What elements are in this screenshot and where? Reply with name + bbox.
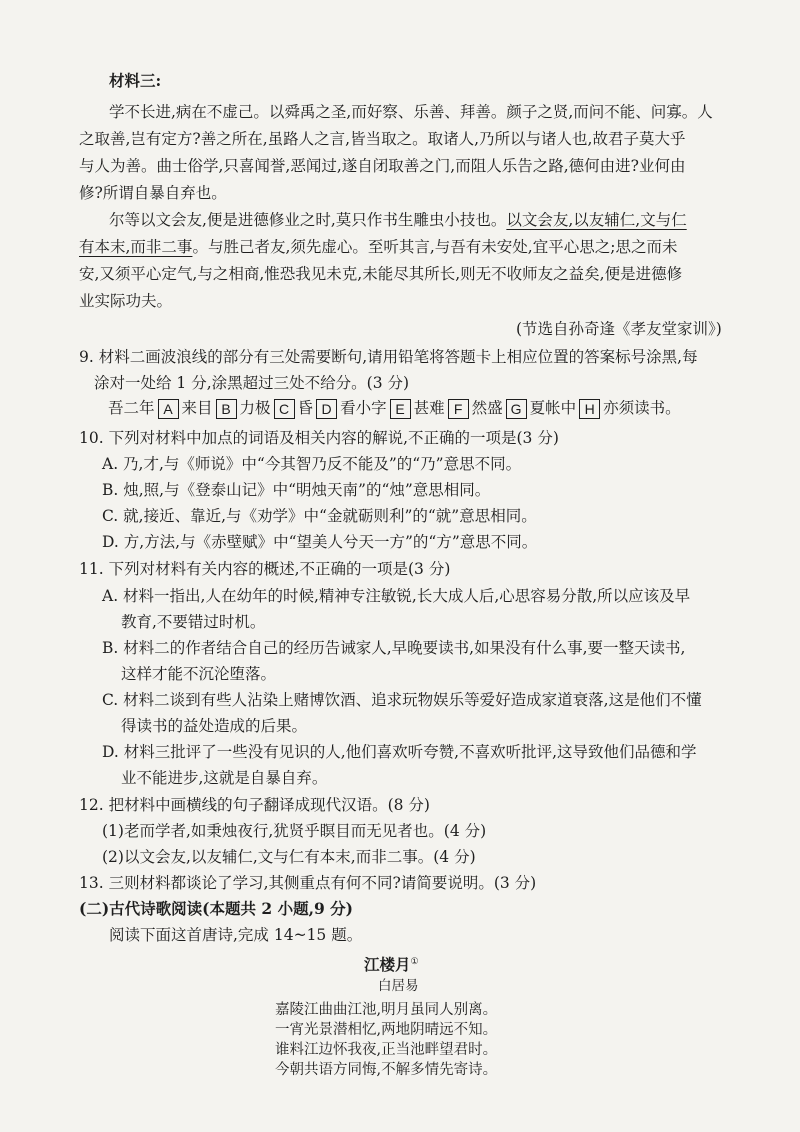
q11-option-a-line1: A. 材料一指出,人在幼年的时候,精神专注敏锐,长大成人后,心思容易分散,所以应该及早	[102, 587, 691, 605]
q12-sentence-2: (2)以文会友,以友辅仁,文与仁有本末,而非二事。(4 分)	[102, 848, 476, 866]
material3-p2-line3: 安,又须平心定气,与之相商,惟恐我见未克,未能尽其所长,则无不收师友之益矣,便是进德修	[79, 265, 683, 283]
underlined-sentence-part1: 以文会友,以友辅仁,文与仁	[506, 211, 687, 229]
q9-seg-7: 夏帐中	[529, 399, 577, 417]
q11-option-c-line1: C. 材料二谈到有些人沾染上赌博饮酒、追求玩物娱乐等爱好造成家道衰落,这是他们不懂	[102, 691, 702, 709]
poem-line-2: 一宵光景潜相忆,两地阴晴远不知。	[275, 1022, 498, 1038]
q9-stem-line2: 涂对一处给 1 分,涂黑超过三处不给分。(3 分)	[94, 374, 410, 392]
q12-stem: 12. 把材料中画横线的句子翻译成现代汉语。(8 分)	[79, 796, 430, 814]
poem-author: 白居易	[378, 978, 419, 994]
q10-option-d: D. 方,方法,与《赤壁赋》中“望美人兮天一方”的“方”意思不同。	[102, 533, 538, 551]
q9-box-G[interactable]: G	[506, 399, 527, 419]
underlined-sentence-part2: 有本末,而非二事	[79, 238, 193, 256]
poem-note-mark: ①	[410, 957, 419, 967]
poem-line-1: 嘉陵江曲曲江池,明月虽同人别离。	[275, 1002, 498, 1018]
material3-p2-line4: 业实际功夫。	[79, 292, 173, 310]
q9-box-A[interactable]: A	[158, 399, 179, 419]
q10-stem: 10. 下列对材料中加点的词语及相关内容的解说,不正确的一项是(3 分)	[79, 429, 559, 447]
q9-box-B[interactable]: B	[216, 399, 237, 419]
material3-source: (节选自孙奇逢《孝友堂家训》)	[516, 320, 722, 338]
material3-p2-line2-text: 。与胜己者友,须先虚心。至听其言,与吾有未安处,宜平心思之;思之而未	[192, 238, 678, 256]
q9-stem-line1: 9. 材料二画波浪线的部分有三处需要断句,请用铅笔将答题卡上相应位置的答案标号涂黑,每	[79, 348, 698, 366]
q9-seg-6: 然盛	[471, 399, 503, 417]
material3-p1-line3: 与人为善。曲士俗学,只喜闻誉,恶闻过,遂自闭取善之门,而阻人乐告之路,德何由进?业何由	[79, 157, 686, 175]
q9-seg-5: 甚难	[413, 399, 445, 417]
section2-intro: 阅读下面这首唐诗,完成 14~15 题。	[109, 926, 363, 944]
q9-box-E[interactable]: E	[390, 399, 411, 419]
material3-heading: 材料三:	[109, 71, 162, 90]
q11-option-b-line2: 这样才能不沉沦堕落。	[121, 665, 277, 683]
poem-line-3: 谁料江边怀我夜,正当池畔望君时。	[275, 1042, 498, 1058]
section2-heading: (二)古代诗歌阅读(本题共 2 小题,9 分)	[79, 899, 353, 918]
material3-p1-line2: 之取善,岂有定方?善之所在,虽路人之言,皆当取之。取诸人,乃所以与诸人也,故君子莫大乎	[79, 130, 686, 148]
q11-option-a-line2: 教育,不要错过时机。	[121, 613, 266, 631]
q11-option-d-line1: D. 材料三批评了一些没有见识的人,他们喜欢听夸赞,不喜欢听批评,这导致他们品德和学	[102, 743, 697, 761]
q11-option-c-line2: 得读书的益处造成的后果。	[121, 717, 308, 735]
q10-option-c: C. 就,接近、靠近,与《劝学》中“金就砺则利”的“就”意思相同。	[102, 507, 537, 525]
q9-seg-1: 来目	[181, 399, 213, 417]
material3-p1-line4: 修?所谓自暴自弃也。	[79, 184, 227, 202]
q10-option-b: B. 烛,照,与《登泰山记》中“明烛天南”的“烛”意思相同。	[102, 481, 491, 499]
q9-seg-3: 昏	[297, 399, 314, 417]
q9-box-D[interactable]: D	[316, 399, 337, 419]
q9-box-C[interactable]: C	[274, 399, 295, 419]
q9-box-F[interactable]: F	[448, 399, 469, 419]
q9-seg-8: 亦须读书。	[603, 399, 681, 417]
poem-title-text: 江楼月	[364, 955, 411, 975]
q10-option-a: A. 乃,才,与《师说》中“今其智乃反不能及”的“乃”意思不同。	[102, 455, 522, 473]
q9-box-H[interactable]: H	[579, 399, 600, 419]
q11-option-d-line2: 业不能进步,这就是自暴自弃。	[121, 769, 328, 787]
material3-p2-line1-text: 尔等以文会友,便是进德修业之时,莫只作书生雕虫小技也。	[109, 211, 507, 229]
q13-stem: 13. 三则材料都谈论了学习,其侧重点有何不同?请简要说明。(3 分)	[79, 874, 537, 892]
material3-p1-line1: 学不长进,病在不虚己。以舜禹之圣,而好察、乐善、拜善。颜子之贤,而问不能、问寡。人	[109, 103, 713, 121]
q9-seg-4: 看小字	[340, 399, 387, 417]
poem-line-4: 今朝共语方同悔,不解多情先寄诗。	[275, 1062, 498, 1078]
q9-seg-0: 吾二年	[108, 399, 155, 417]
q11-option-b-line1: B. 材料二的作者结合自己的经历告诫家人,早晚要读书,如果没有什么事,要一整天读书,	[102, 639, 686, 657]
q12-sentence-1: (1)老而学者,如秉烛夜行,犹贤乎瞑目而无见者也。(4 分)	[102, 822, 487, 840]
q11-stem: 11. 下列对材料有关内容的概述,不正确的一项是(3 分)	[79, 560, 451, 578]
q9-seg-2: 力极	[239, 399, 271, 417]
